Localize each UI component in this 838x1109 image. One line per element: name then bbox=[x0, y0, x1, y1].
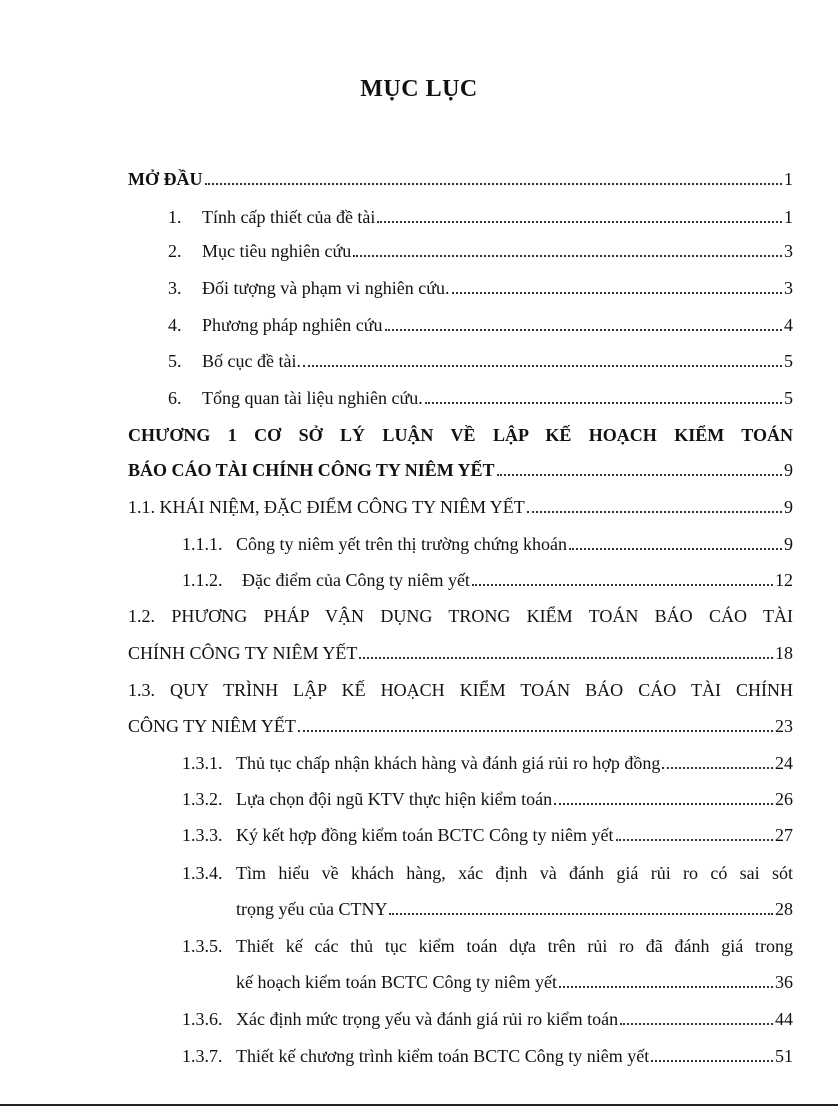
toc-section-1-3-line2[interactable] bbox=[0, 703, 838, 737]
toc-page-number: 5 bbox=[784, 351, 793, 371]
dot-leader bbox=[527, 511, 782, 513]
toc-page-number: 27 bbox=[775, 825, 793, 845]
toc-entry-text: Lựa chọn đội ngũ KTV thực hiện kiểm toán bbox=[236, 789, 553, 809]
toc-page-number: 23 bbox=[775, 716, 793, 736]
toc-entry-number: 1.3.5. bbox=[182, 936, 223, 956]
toc-page-number: 12 bbox=[775, 570, 793, 590]
dot-leader bbox=[205, 183, 783, 185]
toc-chapter-1-line1[interactable] bbox=[128, 412, 793, 446]
toc-subsection-1-3-7[interactable] bbox=[0, 1033, 838, 1067]
toc-page-number: 44 bbox=[775, 1009, 793, 1029]
toc-page-number: 3 bbox=[784, 278, 793, 298]
toc-page-number: 1 bbox=[784, 169, 793, 189]
dot-leader bbox=[662, 767, 773, 769]
toc-subsection-1-1-1[interactable] bbox=[0, 521, 838, 555]
toc-entry-number: 1.1.1. bbox=[182, 534, 223, 554]
toc-entry-number: 1.1.2. bbox=[182, 570, 223, 590]
toc-page-number: 4 bbox=[784, 315, 793, 335]
toc-entry-text: Phương pháp nghiên cứu bbox=[202, 315, 383, 335]
toc-entry-text: BÁO CÁO TÀI CHÍNH CÔNG TY NIÊM YẾT bbox=[128, 460, 495, 480]
toc-entry-text: Mục tiêu nghiên cứu bbox=[202, 241, 352, 261]
toc-entry-text: 1.3. QUY TRÌNH LẬP KẾ HOẠCH KIỂM TOÁN BÁO CÁO TÀI CHÍNH bbox=[128, 680, 793, 700]
toc-entry-number: 5. bbox=[168, 351, 182, 371]
dot-leader bbox=[298, 730, 773, 732]
toc-subsection-1-3-6[interactable] bbox=[0, 996, 838, 1030]
dot-leader bbox=[452, 292, 783, 294]
toc-entry-text: 1.1. KHÁI NIỆM, ĐẶC ĐIỂM CÔNG TY NIÊM YẾT bbox=[128, 497, 525, 517]
toc-entry-number: 4. bbox=[168, 315, 182, 335]
toc-entry-text: Tổng quan tài liệu nghiên cứu. bbox=[202, 388, 423, 408]
dot-leader bbox=[569, 548, 782, 550]
toc-entry-number: 1.3.3. bbox=[182, 825, 223, 845]
toc-entry-text: Bố cục đề tài. bbox=[202, 351, 301, 371]
toc-section-1-2-line1[interactable] bbox=[128, 593, 793, 627]
dot-leader bbox=[377, 221, 782, 223]
toc-entry-text: Ký kết hợp đồng kiểm toán BCTC Công ty niêm yết bbox=[236, 825, 614, 845]
dot-leader bbox=[472, 584, 773, 586]
toc-entry-intro[interactable] bbox=[0, 156, 838, 190]
toc-entry-number: 6. bbox=[168, 388, 182, 408]
toc-entry-text: CÔNG TY NIÊM YẾT bbox=[128, 716, 296, 736]
toc-entry-text: Thủ tục chấp nhận khách hàng và đánh giá rủi ro hợp đồng bbox=[236, 753, 661, 773]
toc-entry-text: Đối tượng và phạm vi nghiên cứu. bbox=[202, 278, 450, 298]
dot-leader bbox=[385, 329, 782, 331]
toc-entry-number: 1.3.4. bbox=[182, 863, 223, 883]
dot-leader bbox=[359, 657, 773, 659]
toc-entry-number: 1.3.6. bbox=[182, 1009, 223, 1029]
toc-entry-text: Xác định mức trọng yếu và đánh giá rủi ro kiểm toán bbox=[236, 1009, 619, 1029]
toc-entry-number: 3. bbox=[168, 278, 182, 298]
toc-section-1-1[interactable] bbox=[0, 484, 838, 518]
toc-page-number: 9 bbox=[784, 534, 793, 554]
toc-entry-4[interactable] bbox=[0, 302, 838, 336]
toc-entry-6[interactable] bbox=[0, 375, 838, 409]
toc-subsection-1-3-1[interactable] bbox=[0, 740, 838, 774]
toc-entry-text: Đặc điểm của Công ty niêm yết bbox=[242, 570, 470, 590]
toc-entry-text: trọng yếu của CTNY bbox=[236, 899, 388, 919]
toc-entry-text: CHƯƠNG 1 CƠ SỞ LÝ LUẬN VỀ LẬP KẾ HOẠCH KIỂM TOÁN bbox=[128, 425, 793, 445]
dot-leader bbox=[497, 474, 782, 476]
toc-page-number: 9 bbox=[784, 497, 793, 517]
toc-page-number: 26 bbox=[775, 789, 793, 809]
toc-entry-number: 2. bbox=[168, 241, 182, 261]
toc-entry-number: 1. bbox=[168, 207, 182, 227]
toc-entry-number: 1.3.7. bbox=[182, 1046, 223, 1066]
toc-entry-2[interactable] bbox=[0, 228, 838, 262]
toc-subsection-1-3-4-line2[interactable] bbox=[0, 886, 838, 920]
toc-entry-text: Tính cấp thiết của đề tài bbox=[202, 207, 376, 227]
toc-entry-5[interactable] bbox=[0, 338, 838, 372]
toc-page-number: 9 bbox=[784, 460, 793, 480]
toc-entry-text: Thiết kế chương trình kiểm toán BCTC Công ty niêm yết bbox=[236, 1046, 650, 1066]
toc-entry-text: 1.2. PHƯƠNG PHÁP VẬN DỤNG TRONG KIỂM TOÁN BÁO CÁO TÀI bbox=[128, 606, 793, 626]
dot-leader bbox=[303, 365, 782, 367]
dot-leader bbox=[353, 255, 782, 257]
toc-subsection-1-3-4-line1[interactable] bbox=[182, 850, 793, 884]
dot-leader bbox=[620, 1023, 773, 1025]
toc-page-number: 5 bbox=[784, 388, 793, 408]
toc-section-1-2-line2[interactable] bbox=[0, 630, 838, 664]
toc-entry-1[interactable] bbox=[0, 194, 838, 228]
toc-entry-text: MỞ ĐẦU bbox=[128, 169, 203, 189]
toc-title: MỤC LỤC bbox=[360, 76, 478, 102]
toc-page-number: 51 bbox=[775, 1046, 793, 1066]
toc-page-number: 18 bbox=[775, 643, 793, 663]
toc-entry-text: kế hoạch kiểm toán BCTC Công ty niêm yết bbox=[236, 972, 557, 992]
toc-subsection-1-1-2[interactable] bbox=[0, 557, 838, 591]
toc-entry-text: Công ty niêm yết trên thị trường chứng khoán bbox=[236, 534, 567, 554]
toc-entry-number: 1.3.1. bbox=[182, 753, 223, 773]
dot-leader bbox=[425, 402, 782, 404]
dot-leader bbox=[559, 986, 773, 988]
dot-leader bbox=[554, 803, 773, 805]
toc-subsection-1-3-2[interactable] bbox=[0, 776, 838, 810]
toc-entry-3[interactable] bbox=[0, 265, 838, 299]
toc-entry-text: CHÍNH CÔNG TY NIÊM YẾT bbox=[128, 643, 358, 663]
toc-page-number: 36 bbox=[775, 972, 793, 992]
toc-entry-text: Thiết kế các thủ tục kiểm toán dựa trên rủi ro đã đánh giá trong bbox=[236, 936, 793, 956]
toc-page-number: 1 bbox=[784, 207, 793, 227]
toc-entry-number: 1.3.2. bbox=[182, 789, 223, 809]
toc-page-number: 28 bbox=[775, 899, 793, 919]
dot-leader bbox=[389, 913, 773, 915]
toc-subsection-1-3-5-line1[interactable] bbox=[182, 923, 793, 957]
toc-section-1-3-line1[interactable] bbox=[128, 667, 793, 701]
dot-leader bbox=[616, 839, 774, 841]
toc-subsection-1-3-3[interactable] bbox=[0, 812, 838, 846]
toc-page-number: 3 bbox=[784, 241, 793, 261]
toc-subsection-1-3-5-line2[interactable] bbox=[0, 959, 838, 993]
page-bottom-border bbox=[0, 1104, 838, 1106]
toc-entry-text: Tìm hiểu về khách hàng, xác định và đánh giá rủi ro có sai sót bbox=[236, 863, 793, 883]
toc-page-number: 24 bbox=[775, 753, 793, 773]
dot-leader bbox=[651, 1060, 773, 1062]
toc-chapter-1-line2[interactable] bbox=[0, 447, 838, 481]
